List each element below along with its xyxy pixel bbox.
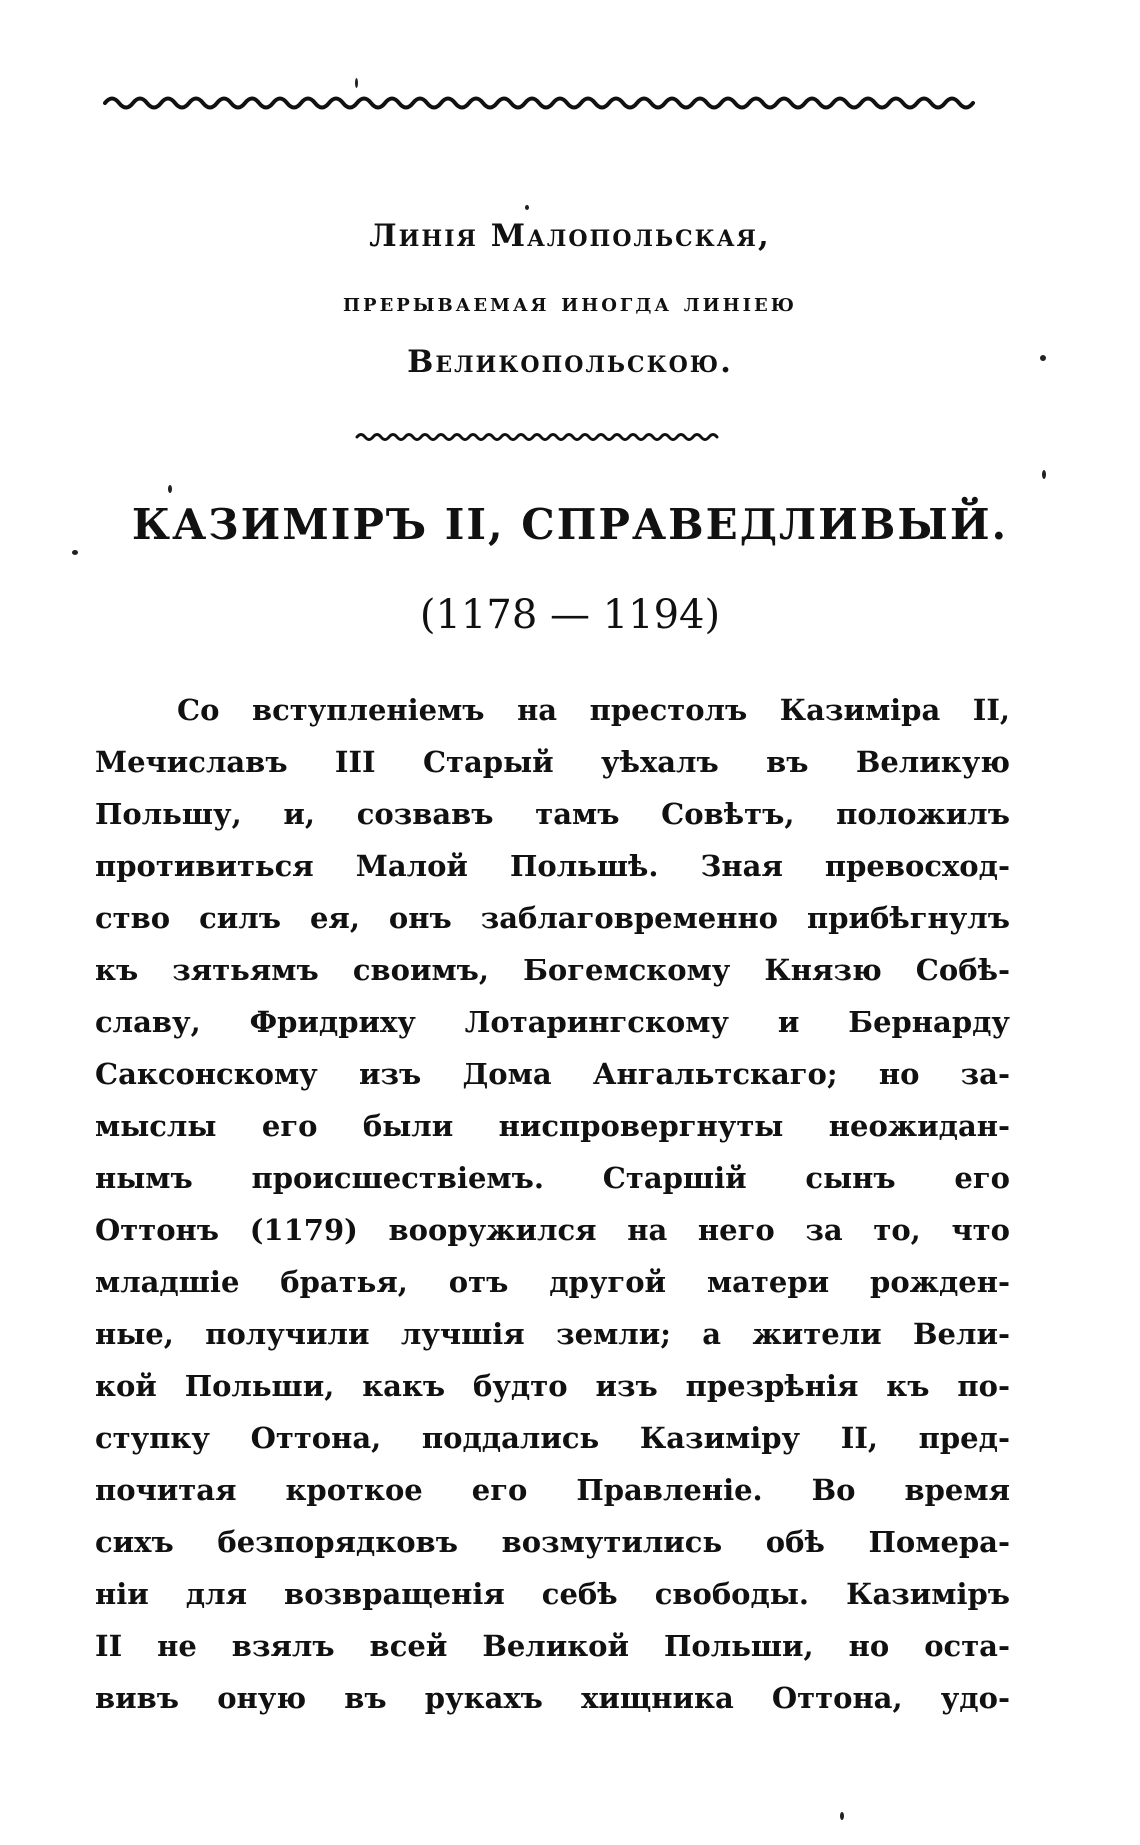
scan-speck — [355, 78, 358, 88]
text-line: противиться Малой Польшѣ. Зная превосход- — [95, 849, 1010, 883]
scan-speck — [1042, 470, 1046, 479]
text-line: ные, получили лучшія земли; а жители Вели- — [95, 1317, 1010, 1351]
scan-speck — [168, 485, 172, 493]
section-heading-line-1: Линія Малопольская, — [369, 218, 771, 254]
text-line: Польшу, и, созвавъ тамъ Совѣтъ, положилъ — [95, 797, 1010, 831]
reign-years: (1178 — 1194) — [419, 592, 721, 638]
text-line: Оттонъ (1179) вооружился на него за то, что — [95, 1213, 1010, 1247]
body-text — [95, 684, 1010, 1724]
text-line: сихъ безпорядковъ возмутились обѣ Помера- — [95, 1525, 1010, 1559]
text-line: вивъ оную въ рукахъ хищника Оттона, удо- — [95, 1681, 1010, 1715]
text-line: младшіе братья, отъ другой матери рожден- — [95, 1265, 1010, 1299]
top-wavy-rule-ornament — [103, 88, 983, 118]
section-heading-line-3: Великопольскою. — [407, 344, 733, 380]
text-line: Мечиславъ III Старый уѣхалъ въ Великую — [95, 745, 1010, 779]
text-line: Саксонскому изъ Дома Ангальтскаго; но за- — [95, 1057, 1010, 1091]
text-line: ступку Оттона, поддались Казиміру II, пред- — [95, 1421, 1010, 1455]
text-line: нымъ происшествіемъ. Старшій сынъ его — [95, 1161, 1010, 1195]
text-line: ніи для возвращенія себѣ свободы. Казиміръ — [95, 1577, 1010, 1611]
section-heading-line-2: прерываемая иногда линіею — [343, 288, 797, 317]
scan-speck — [840, 1812, 844, 1820]
text-line: Со вступленіемъ на престолъ Казиміра II, — [177, 693, 1010, 727]
middle-wavy-rule-ornament — [355, 428, 725, 446]
text-line: къ зятьямъ своимъ, Богемскому Князю Собѣ- — [95, 953, 1010, 987]
text-line: почитая кроткое его Правленіе. Во время — [95, 1473, 1010, 1507]
text-line: славу, Фридриху Лотарингскому и Бернарду — [95, 1005, 1010, 1039]
text-line: кой Польши, какъ будто изъ презрѣнія къ по- — [95, 1369, 1010, 1403]
scan-speck — [72, 550, 78, 555]
text-line: II не взялъ всей Великой Польши, но оста- — [95, 1629, 1010, 1663]
scan-speck — [1040, 355, 1046, 361]
chapter-title: КАЗИМІРЪ II, СПРАВЕДЛИВЫЙ. — [131, 500, 1009, 549]
scan-speck — [525, 205, 529, 210]
text-line: мыслы его были ниспровергнуты неожидан- — [95, 1109, 1010, 1143]
text-line: ство силъ ея, онъ заблаговременно прибѣгнулъ — [95, 901, 1010, 935]
